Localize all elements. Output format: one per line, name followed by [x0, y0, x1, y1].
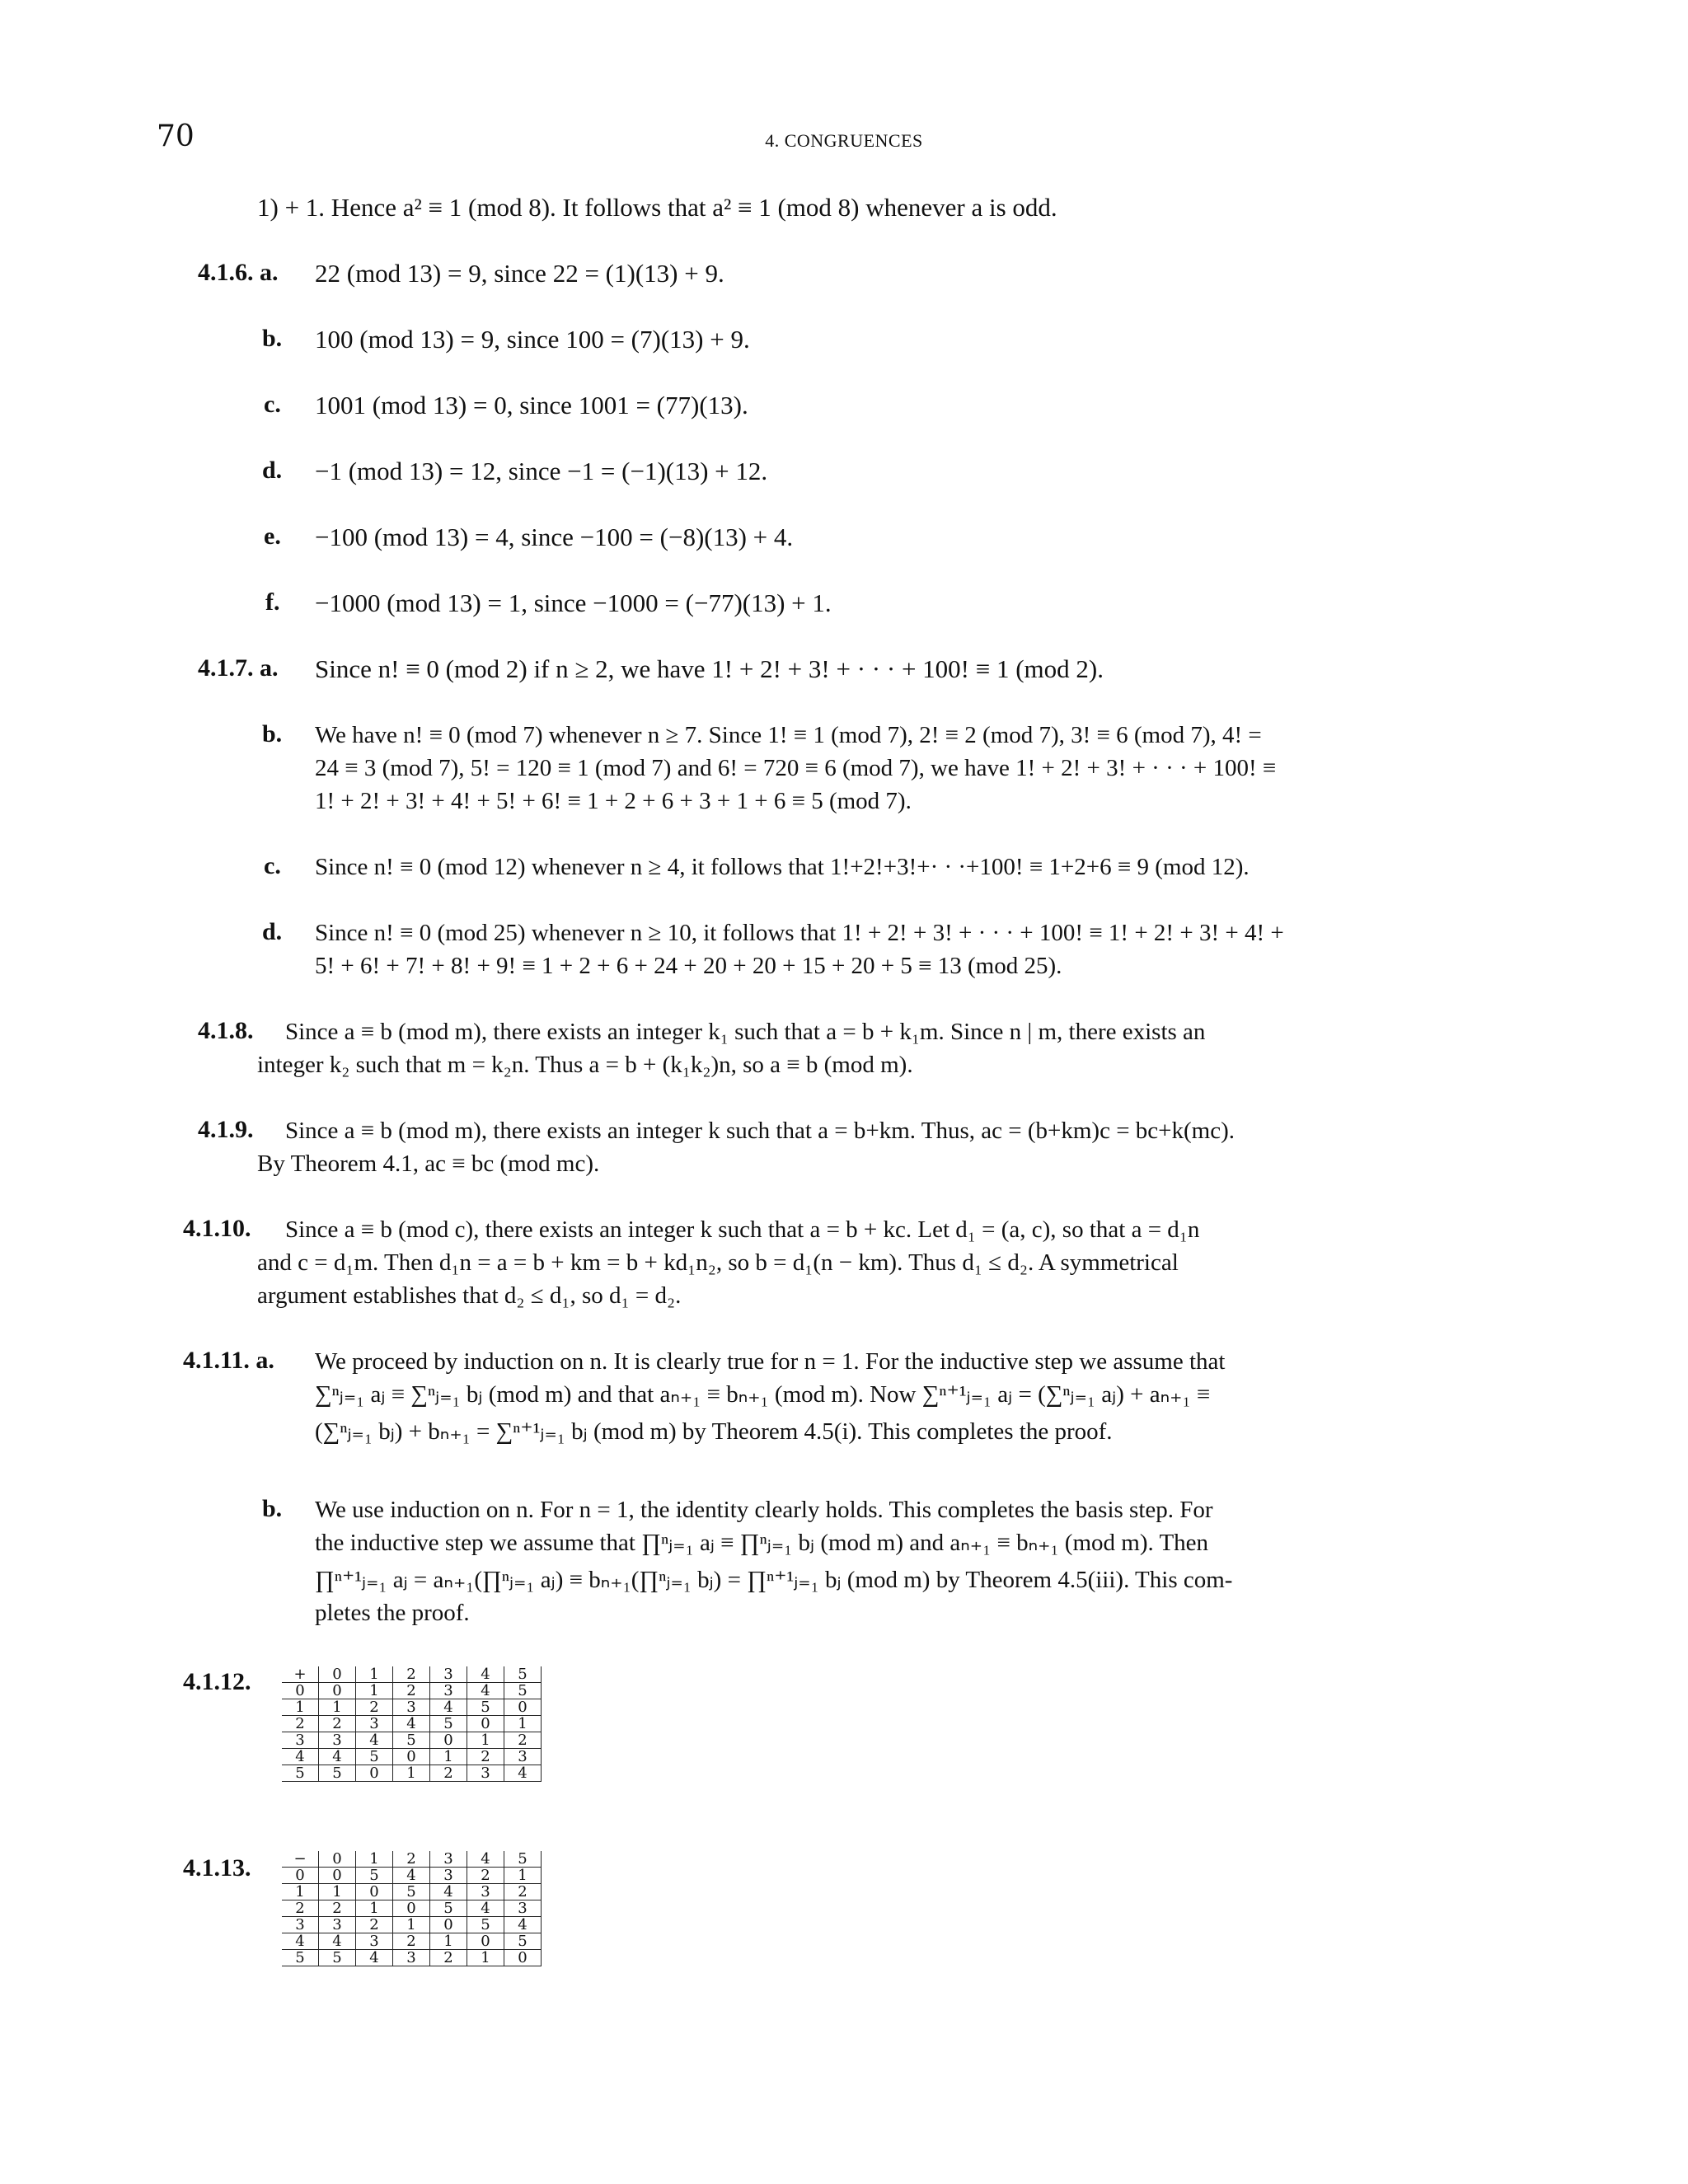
table-cell: 5	[504, 1666, 542, 1683]
table-cell: 2	[393, 1683, 430, 1699]
table-cell: 3	[393, 1699, 430, 1716]
text-line: 1001 (mod 13) = 0, since 1001 = (77)(13).	[315, 391, 748, 419]
table-cell: 2	[319, 1716, 356, 1732]
table-row	[282, 1683, 542, 1699]
running-head: 4. CONGRUENCES	[765, 130, 923, 151]
table-cell: 2	[282, 1716, 319, 1732]
text-line: pletes the proof.	[315, 1600, 470, 1626]
table-cell: 1	[467, 1732, 504, 1749]
table-cell: 2	[393, 1933, 430, 1950]
text-line: the inductive step we assume that ∏ⁿⱼ₌₁ aⱼ ≡ ∏ⁿⱼ₌₁ bⱼ (mod m) and aₙ₊₁ ≡ bₙ₊₁ (mod m). Then	[315, 1530, 1209, 1556]
table-cell: 2	[282, 1900, 319, 1917]
table-cell: 2	[504, 1732, 542, 1749]
table-cell: 5	[430, 1900, 467, 1917]
table-cell: 3	[282, 1917, 319, 1933]
text-line: −1000 (mod 13) = 1, since −1000 = (−77)(13) + 1.	[315, 588, 832, 617]
table-cell: 3	[356, 1933, 393, 1950]
table-cell: 4	[467, 1683, 504, 1699]
table-cell: 2	[356, 1917, 393, 1933]
table-cell: 1	[393, 1917, 430, 1933]
label-4-1-7-d: d.	[262, 918, 283, 945]
page-number: 70	[157, 120, 195, 153]
table-cell: −	[282, 1851, 319, 1868]
table-cell: 3	[504, 1749, 542, 1765]
table-cell: 3	[319, 1917, 356, 1933]
table-cell: 5	[467, 1917, 504, 1933]
label-4-1-6-b: b.	[262, 325, 283, 352]
table-cell: 5	[467, 1699, 504, 1716]
table-cell: 1	[430, 1933, 467, 1950]
table-cell: 0	[393, 1749, 430, 1765]
label-4-1-12: 4.1.12.	[183, 1668, 251, 1695]
label-4-1-6-d: d.	[262, 457, 283, 484]
table-cell: 0	[504, 1950, 542, 1966]
text-line: argument establishes that d₂ ≤ d₁, so d₁ = d₂.	[257, 1282, 682, 1309]
table-cell: 2	[430, 1950, 467, 1966]
label-4-1-10: 4.1.10.	[183, 1215, 251, 1242]
text-line: 1! + 2! + 3! + 4! + 5! + 6! ≡ 1 + 2 + 6 + 3 + 1 + 6 ≡ 5 (mod 7).	[315, 788, 912, 814]
table-row	[282, 1765, 542, 1782]
table-cell: 4	[356, 1950, 393, 1966]
table-cell: 0	[282, 1683, 319, 1699]
table-row	[282, 1716, 542, 1732]
label-4-1-6-e: e.	[264, 523, 281, 550]
text-line: We have n! ≡ 0 (mod 7) whenever n ≥ 7. Since 1! ≡ 1 (mod 7), 2! ≡ 2 (mod 7), 3! ≡ 6 (mod 7), 4! =	[315, 722, 1262, 748]
text-line: Since a ≡ b (mod c), there exists an integer k such that a = b + kc. Let d₁ = (a, c), so that a = d₁n	[285, 1216, 1200, 1243]
label-4-1-7-c: c.	[264, 852, 281, 879]
text-line: ∑ⁿⱼ₌₁ aⱼ ≡ ∑ⁿⱼ₌₁ bⱼ (mod m) and that aₙ₊₁ ≡ bₙ₊₁ (mod m). Now ∑ⁿ⁺¹ⱼ₌₁ aⱼ = (∑ⁿⱼ₌₁ aⱼ) + aₙ₊₁ ≡	[315, 1381, 1211, 1408]
table-cell: 0	[319, 1851, 356, 1868]
table-row	[282, 1732, 542, 1749]
table-cell: 1	[356, 1900, 393, 1917]
text-line: Since n! ≡ 0 (mod 12) whenever n ≥ 4, it follows that 1!+2!+3!+· · ·+100! ≡ 1+2+6 ≡ 9 (mod 12).	[315, 854, 1250, 880]
table-cell: 2	[393, 1666, 430, 1683]
table-cell: 1	[356, 1851, 393, 1868]
table-cell: 4	[282, 1933, 319, 1950]
table-cell: 4	[319, 1933, 356, 1950]
table-cell: 4	[430, 1884, 467, 1900]
table-row	[282, 1749, 542, 1765]
table-cell: 5	[356, 1749, 393, 1765]
table-cell: 5	[319, 1765, 356, 1782]
table-row	[282, 1900, 542, 1917]
table-cell: 5	[319, 1950, 356, 1966]
table-cell: 2	[467, 1749, 504, 1765]
table-cell: 1	[430, 1749, 467, 1765]
table-row	[282, 1884, 542, 1900]
label-4-1-11-a: 4.1.11. a.	[183, 1347, 274, 1374]
label-4-1-13: 4.1.13.	[183, 1854, 251, 1882]
label-4-1-7-a: 4.1.7. a.	[198, 654, 279, 682]
table-row	[282, 1933, 542, 1950]
table-cell: 3	[356, 1716, 393, 1732]
table-cell: 1	[319, 1884, 356, 1900]
table-cell: 0	[356, 1765, 393, 1782]
table-cell: 5	[504, 1851, 542, 1868]
table-cell: 5	[282, 1765, 319, 1782]
text-line: 22 (mod 13) = 9, since 22 = (1)(13) + 9.	[315, 259, 724, 288]
text-line: Since n! ≡ 0 (mod 25) whenever n ≥ 10, it follows that 1! + 2! + 3! + · · · + 100! ≡ 1! + 2! + 3! + 4! +	[315, 920, 1284, 946]
table-cell: 2	[430, 1765, 467, 1782]
text-line: 24 ≡ 3 (mod 7), 5! = 120 ≡ 1 (mod 7) and 6! = 720 ≡ 6 (mod 7), we have 1! + 2! + 3! + · · · + 100! ≡	[315, 755, 1277, 781]
table-cell: 2	[504, 1884, 542, 1900]
text-line: We proceed by induction on n. It is clearly true for n = 1. For the inductive step we assume that	[315, 1348, 1226, 1375]
text-line: We use induction on n. For n = 1, the identity clearly holds. This completes the basis step. For	[315, 1497, 1213, 1523]
table-cell: 2	[393, 1851, 430, 1868]
table-cell: 0	[356, 1884, 393, 1900]
table-cell: 3	[282, 1732, 319, 1749]
table-cell: 0	[282, 1868, 319, 1884]
table-cell: 2	[319, 1900, 356, 1917]
label-4-1-6-c: c.	[264, 391, 281, 418]
table-cell: 0	[393, 1900, 430, 1917]
text-line: Since a ≡ b (mod m), there exists an integer k such that a = b+km. Thus, ac = (b+km)c = bc+k(mc).	[285, 1118, 1236, 1144]
addition-table-mod-6	[282, 1666, 542, 1782]
table-cell: 5	[356, 1868, 393, 1884]
table-cell: 5	[504, 1933, 542, 1950]
table-cell: 3	[430, 1683, 467, 1699]
table-cell: 4	[467, 1851, 504, 1868]
table-cell: 4	[393, 1716, 430, 1732]
table-cell: 1	[467, 1950, 504, 1966]
table-cell: 3	[393, 1950, 430, 1966]
table-cell: 0	[319, 1868, 356, 1884]
table-cell: 3	[319, 1732, 356, 1749]
table-cell: 1	[356, 1683, 393, 1699]
table-row	[282, 1868, 542, 1884]
text-line: ∏ⁿ⁺¹ⱼ₌₁ aⱼ = aₙ₊₁(∏ⁿⱼ₌₁ aⱼ) ≡ bₙ₊₁(∏ⁿⱼ₌₁ bⱼ) = ∏ⁿ⁺¹ⱼ₌₁ bⱼ (mod m) by Theorem 4.5(iii). This com-	[315, 1567, 1233, 1593]
table-row	[282, 1666, 542, 1683]
table-cell: 1	[282, 1884, 319, 1900]
table-cell: 1	[393, 1765, 430, 1782]
label-4-1-6-f: f.	[265, 588, 280, 616]
table-cell: 3	[430, 1666, 467, 1683]
table-cell: 1	[319, 1699, 356, 1716]
table-cell: 0	[430, 1917, 467, 1933]
table-row	[282, 1699, 542, 1716]
table-cell: 5	[282, 1950, 319, 1966]
table-cell: 1	[356, 1666, 393, 1683]
table-cell: 0	[467, 1933, 504, 1950]
table-cell: 4	[430, 1699, 467, 1716]
table-cell: 4	[282, 1749, 319, 1765]
table-cell: 4	[393, 1868, 430, 1884]
subtraction-table-mod-6	[282, 1851, 542, 1966]
table-cell: 1	[504, 1868, 542, 1884]
table-cell: 3	[430, 1868, 467, 1884]
text-line: 5! + 6! + 7! + 8! + 9! ≡ 1 + 2 + 6 + 24 + 20 + 20 + 15 + 20 + 5 ≡ 13 (mod 25).	[315, 953, 1062, 979]
text-line: integer k₂ such that m = k₂n. Thus a = b + (k₁k₂)n, so a ≡ b (mod m).	[257, 1052, 913, 1078]
text-line: −100 (mod 13) = 4, since −100 = (−8)(13) + 4.	[315, 523, 794, 551]
table-cell: 0	[504, 1699, 542, 1716]
table-cell: 0	[430, 1732, 467, 1749]
table-cell: 2	[467, 1868, 504, 1884]
table-cell: 4	[504, 1765, 542, 1782]
table-cell: +	[282, 1666, 319, 1683]
label-4-1-8: 4.1.8.	[198, 1017, 254, 1044]
text-line: and c = d₁m. Then d₁n = a = b + km = b + kd₁n₂, so b = d₁(n − km). Thus d₁ ≤ d₂. A symmetrical	[257, 1249, 1179, 1276]
text-line: 1) + 1. Hence a² ≡ 1 (mod 8). It follows that a² ≡ 1 (mod 8) whenever a is odd.	[257, 193, 1057, 222]
table-cell: 5	[393, 1732, 430, 1749]
table-row	[282, 1917, 542, 1933]
table-cell: 0	[319, 1683, 356, 1699]
table-cell: 4	[319, 1749, 356, 1765]
text-line: Since n! ≡ 0 (mod 2) if n ≥ 2, we have 1! + 2! + 3! + · · · + 100! ≡ 1 (mod 2).	[315, 654, 1104, 683]
table-cell: 5	[430, 1716, 467, 1732]
table-row	[282, 1950, 542, 1966]
table-cell: 3	[467, 1884, 504, 1900]
table-cell: 1	[282, 1699, 319, 1716]
table-cell: 3	[504, 1900, 542, 1917]
label-4-1-6-a: 4.1.6. a.	[198, 259, 279, 286]
label-4-1-7-b: b.	[262, 720, 283, 748]
table-cell: 4	[467, 1666, 504, 1683]
table-cell: 0	[467, 1716, 504, 1732]
text-line: Since a ≡ b (mod m), there exists an integer k₁ such that a = b + k₁m. Since n | m, there exists an	[285, 1019, 1206, 1045]
table-cell: 3	[430, 1851, 467, 1868]
table-cell: 1	[504, 1716, 542, 1732]
table-cell: 4	[467, 1900, 504, 1917]
table-cell: 2	[356, 1699, 393, 1716]
table-cell: 5	[393, 1884, 430, 1900]
table-cell: 3	[467, 1765, 504, 1782]
table-cell: 4	[504, 1917, 542, 1933]
table-row	[282, 1851, 542, 1868]
table-cell: 5	[504, 1683, 542, 1699]
label-4-1-11-b: b.	[262, 1495, 283, 1522]
text-line: 100 (mod 13) = 9, since 100 = (7)(13) + 9.	[315, 325, 750, 354]
text-line: (∑ⁿⱼ₌₁ bⱼ) + bₙ₊₁ = ∑ⁿ⁺¹ⱼ₌₁ bⱼ (mod m) by Theorem 4.5(i). This completes the proof.	[315, 1418, 1113, 1445]
text-line: −1 (mod 13) = 12, since −1 = (−1)(13) + 12.	[315, 457, 768, 485]
label-4-1-9: 4.1.9.	[198, 1116, 254, 1143]
table-cell: 0	[319, 1666, 356, 1683]
table-cell: 4	[356, 1732, 393, 1749]
text-line: By Theorem 4.1, ac ≡ bc (mod mc).	[257, 1151, 600, 1177]
